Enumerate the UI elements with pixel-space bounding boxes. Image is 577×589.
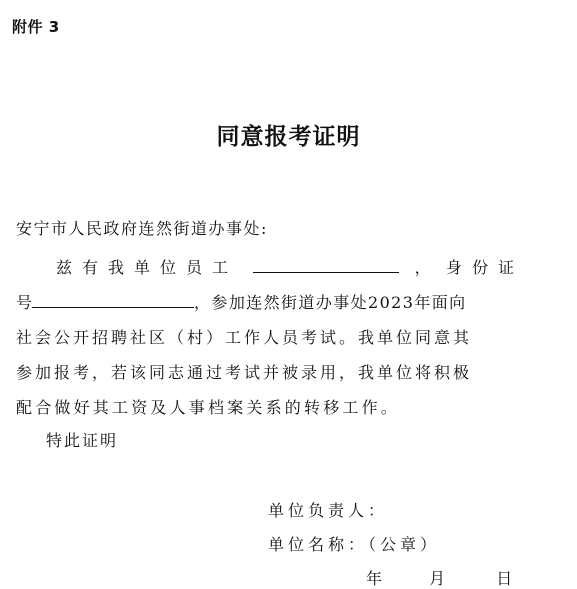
attachment-label: 附件 3	[12, 18, 60, 36]
body-paragraph	[16, 250, 524, 425]
employee-name-blank[interactable]	[253, 254, 399, 273]
body-line-4	[16, 355, 524, 390]
recipient-line: 安宁市人民政府连然街道办事处:	[16, 219, 268, 238]
line5-text: 配合做好其工资及人事档案关系的转移工作。	[16, 398, 401, 417]
id-number-blank[interactable]	[32, 289, 194, 308]
line3-text: 社会公开招聘社区（村）工作人员考试。我单位同意其	[16, 328, 473, 347]
document-title: 同意报考证明	[216, 124, 361, 150]
body-line-3	[16, 320, 524, 355]
line4-text: 参加报考，若该同志通过考试并被录用，我单位将积极	[16, 363, 473, 382]
date-line	[366, 566, 512, 589]
line2-start-text: 号	[16, 293, 33, 312]
body-line-1	[16, 250, 524, 285]
body-line-5	[16, 390, 524, 425]
line1-comma: ，	[414, 258, 431, 277]
unit-name-label: 单位名称：（公章）	[268, 535, 441, 554]
closing-statement: 特此证明	[46, 431, 119, 450]
line1-start-text: 兹有我单位员工	[56, 258, 239, 277]
date-day-label: 日	[496, 569, 513, 588]
responsible-person-label: 单位负责人：	[268, 501, 389, 520]
date-year-label: 年	[366, 569, 383, 588]
line1-end-text: 身份证	[445, 258, 524, 277]
date-month-label: 月	[429, 569, 446, 588]
body-line-2	[16, 285, 524, 320]
line2-end-text: ，参加连然街道办事处2023年面向	[194, 293, 467, 312]
